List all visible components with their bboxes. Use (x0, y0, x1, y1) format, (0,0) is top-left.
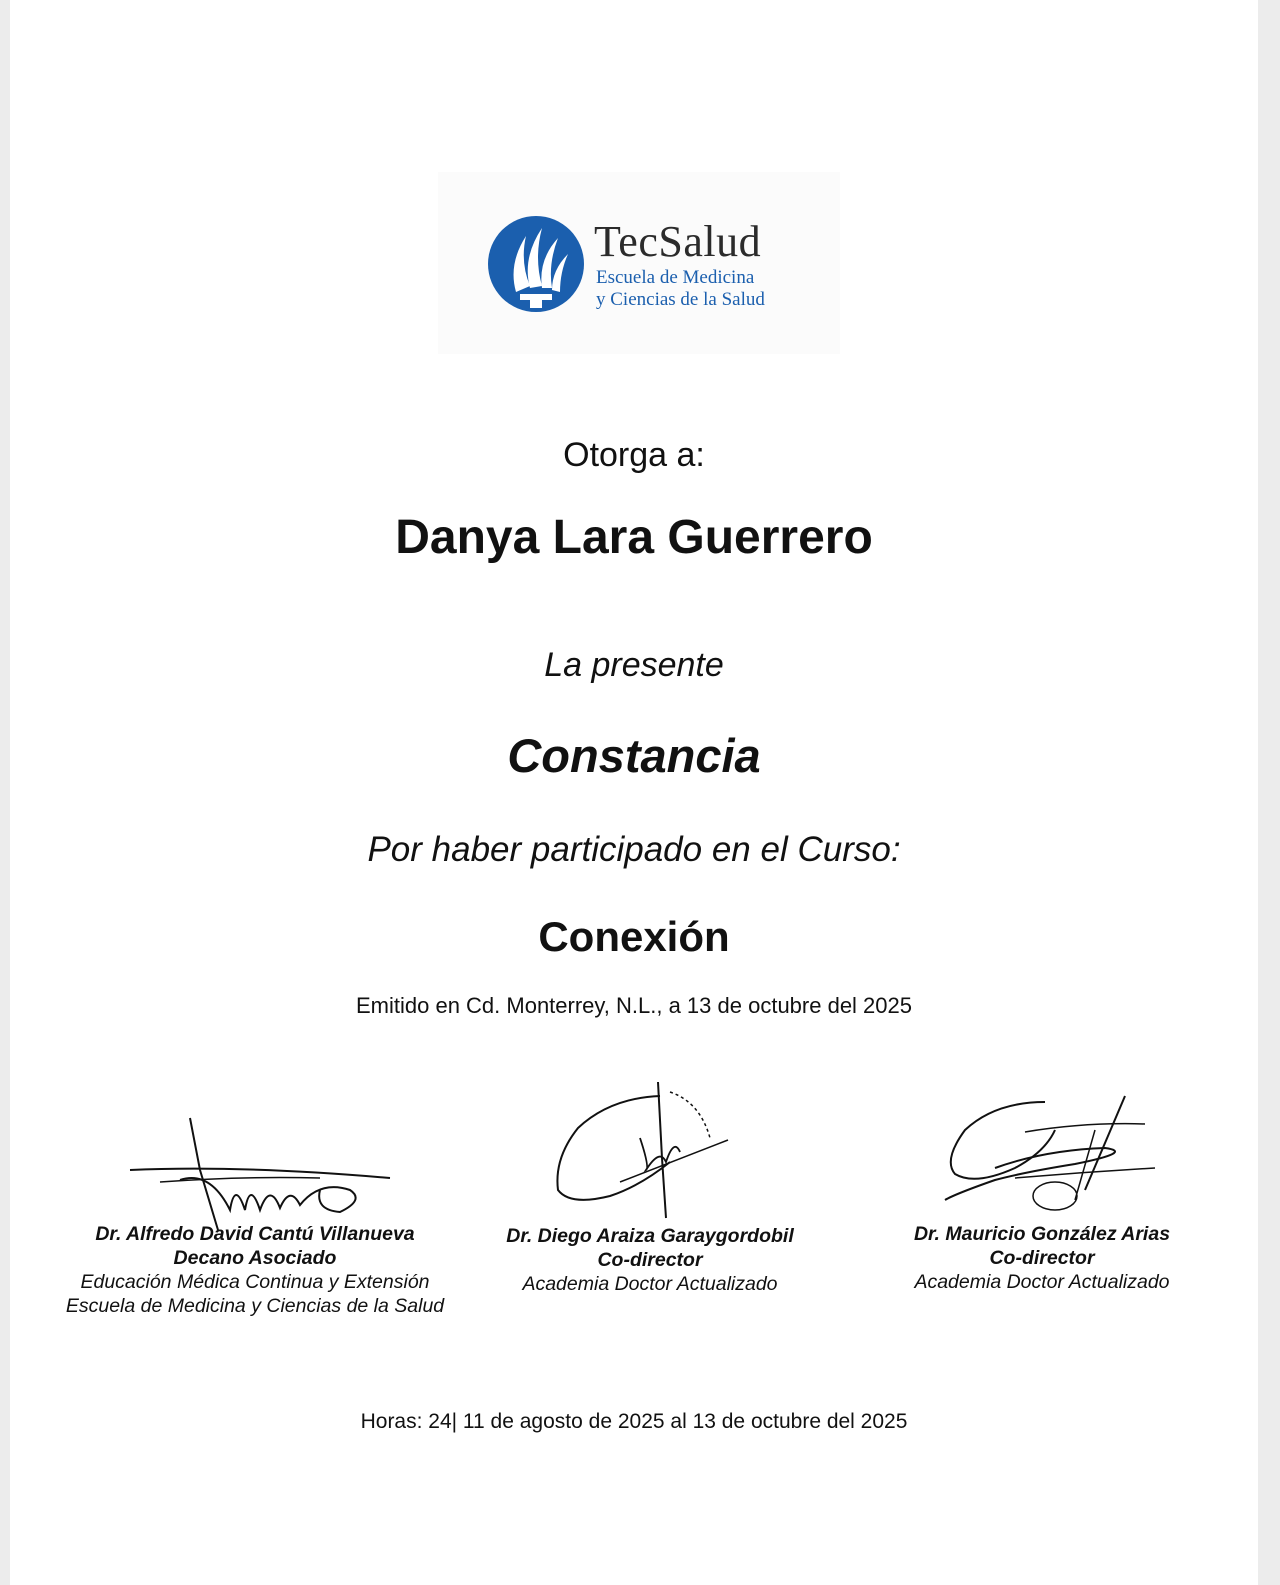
signatory-1-block (40, 1222, 470, 1318)
tecsalud-logo (438, 172, 840, 354)
recipient-name: Danya Lara Guerrero (395, 511, 873, 564)
logo-subtitle-line-2: y Ciencias de la Salud (596, 289, 765, 310)
signatory-3-name: Dr. Mauricio González Arias (913, 1223, 1171, 1245)
signatory-2-dept-1: Academia Doctor Actualizado (522, 1273, 778, 1295)
course-name: Conexión (538, 913, 730, 960)
signatory-3-role: Co-director (989, 1247, 1095, 1269)
signatory-2-role: Co-director (597, 1249, 703, 1271)
signatory-2-block (460, 1224, 840, 1296)
signatory-3-dept-1: Academia Doctor Actualizado (914, 1271, 1170, 1293)
handwritten-signature-icon (550, 1078, 750, 1228)
certificate-page (10, 0, 1258, 1585)
hours-text: Horas: 24| 11 de agosto de 2025 al 13 de octubre del 2025 (360, 1410, 908, 1433)
logo-title: TecSalud (594, 217, 762, 266)
reason-text: Por haber participado en el Curso: (367, 830, 901, 869)
torch-flame-icon (486, 214, 586, 314)
the-present-label: La presente (544, 646, 724, 684)
handwritten-signature-icon (120, 1110, 410, 1240)
signatory-1-dept-2: Escuela de Medicina y Ciencias de la Salud (65, 1295, 445, 1317)
logo-subtitle-line-1: Escuela de Medicina (596, 267, 755, 288)
document-type-title: Constancia (507, 729, 761, 782)
signatory-1-dept-1: Educación Médica Continua y Extensión (80, 1271, 430, 1293)
signatory-1-name: Dr. Alfredo David Cantú Villanueva (95, 1223, 415, 1245)
signatory-3-block (862, 1222, 1222, 1294)
signatory-2-name: Dr. Diego Araiza Garaygordobil (506, 1225, 794, 1247)
signatory-1-role: Decano Asociado (173, 1247, 337, 1269)
grants-to-label: Otorga a: (563, 436, 705, 474)
issued-text: Emitido en Cd. Monterrey, N.L., a 13 de octubre del 2025 (355, 993, 912, 1018)
handwritten-signature-icon (935, 1090, 1165, 1220)
logo-subtitle (596, 267, 765, 311)
